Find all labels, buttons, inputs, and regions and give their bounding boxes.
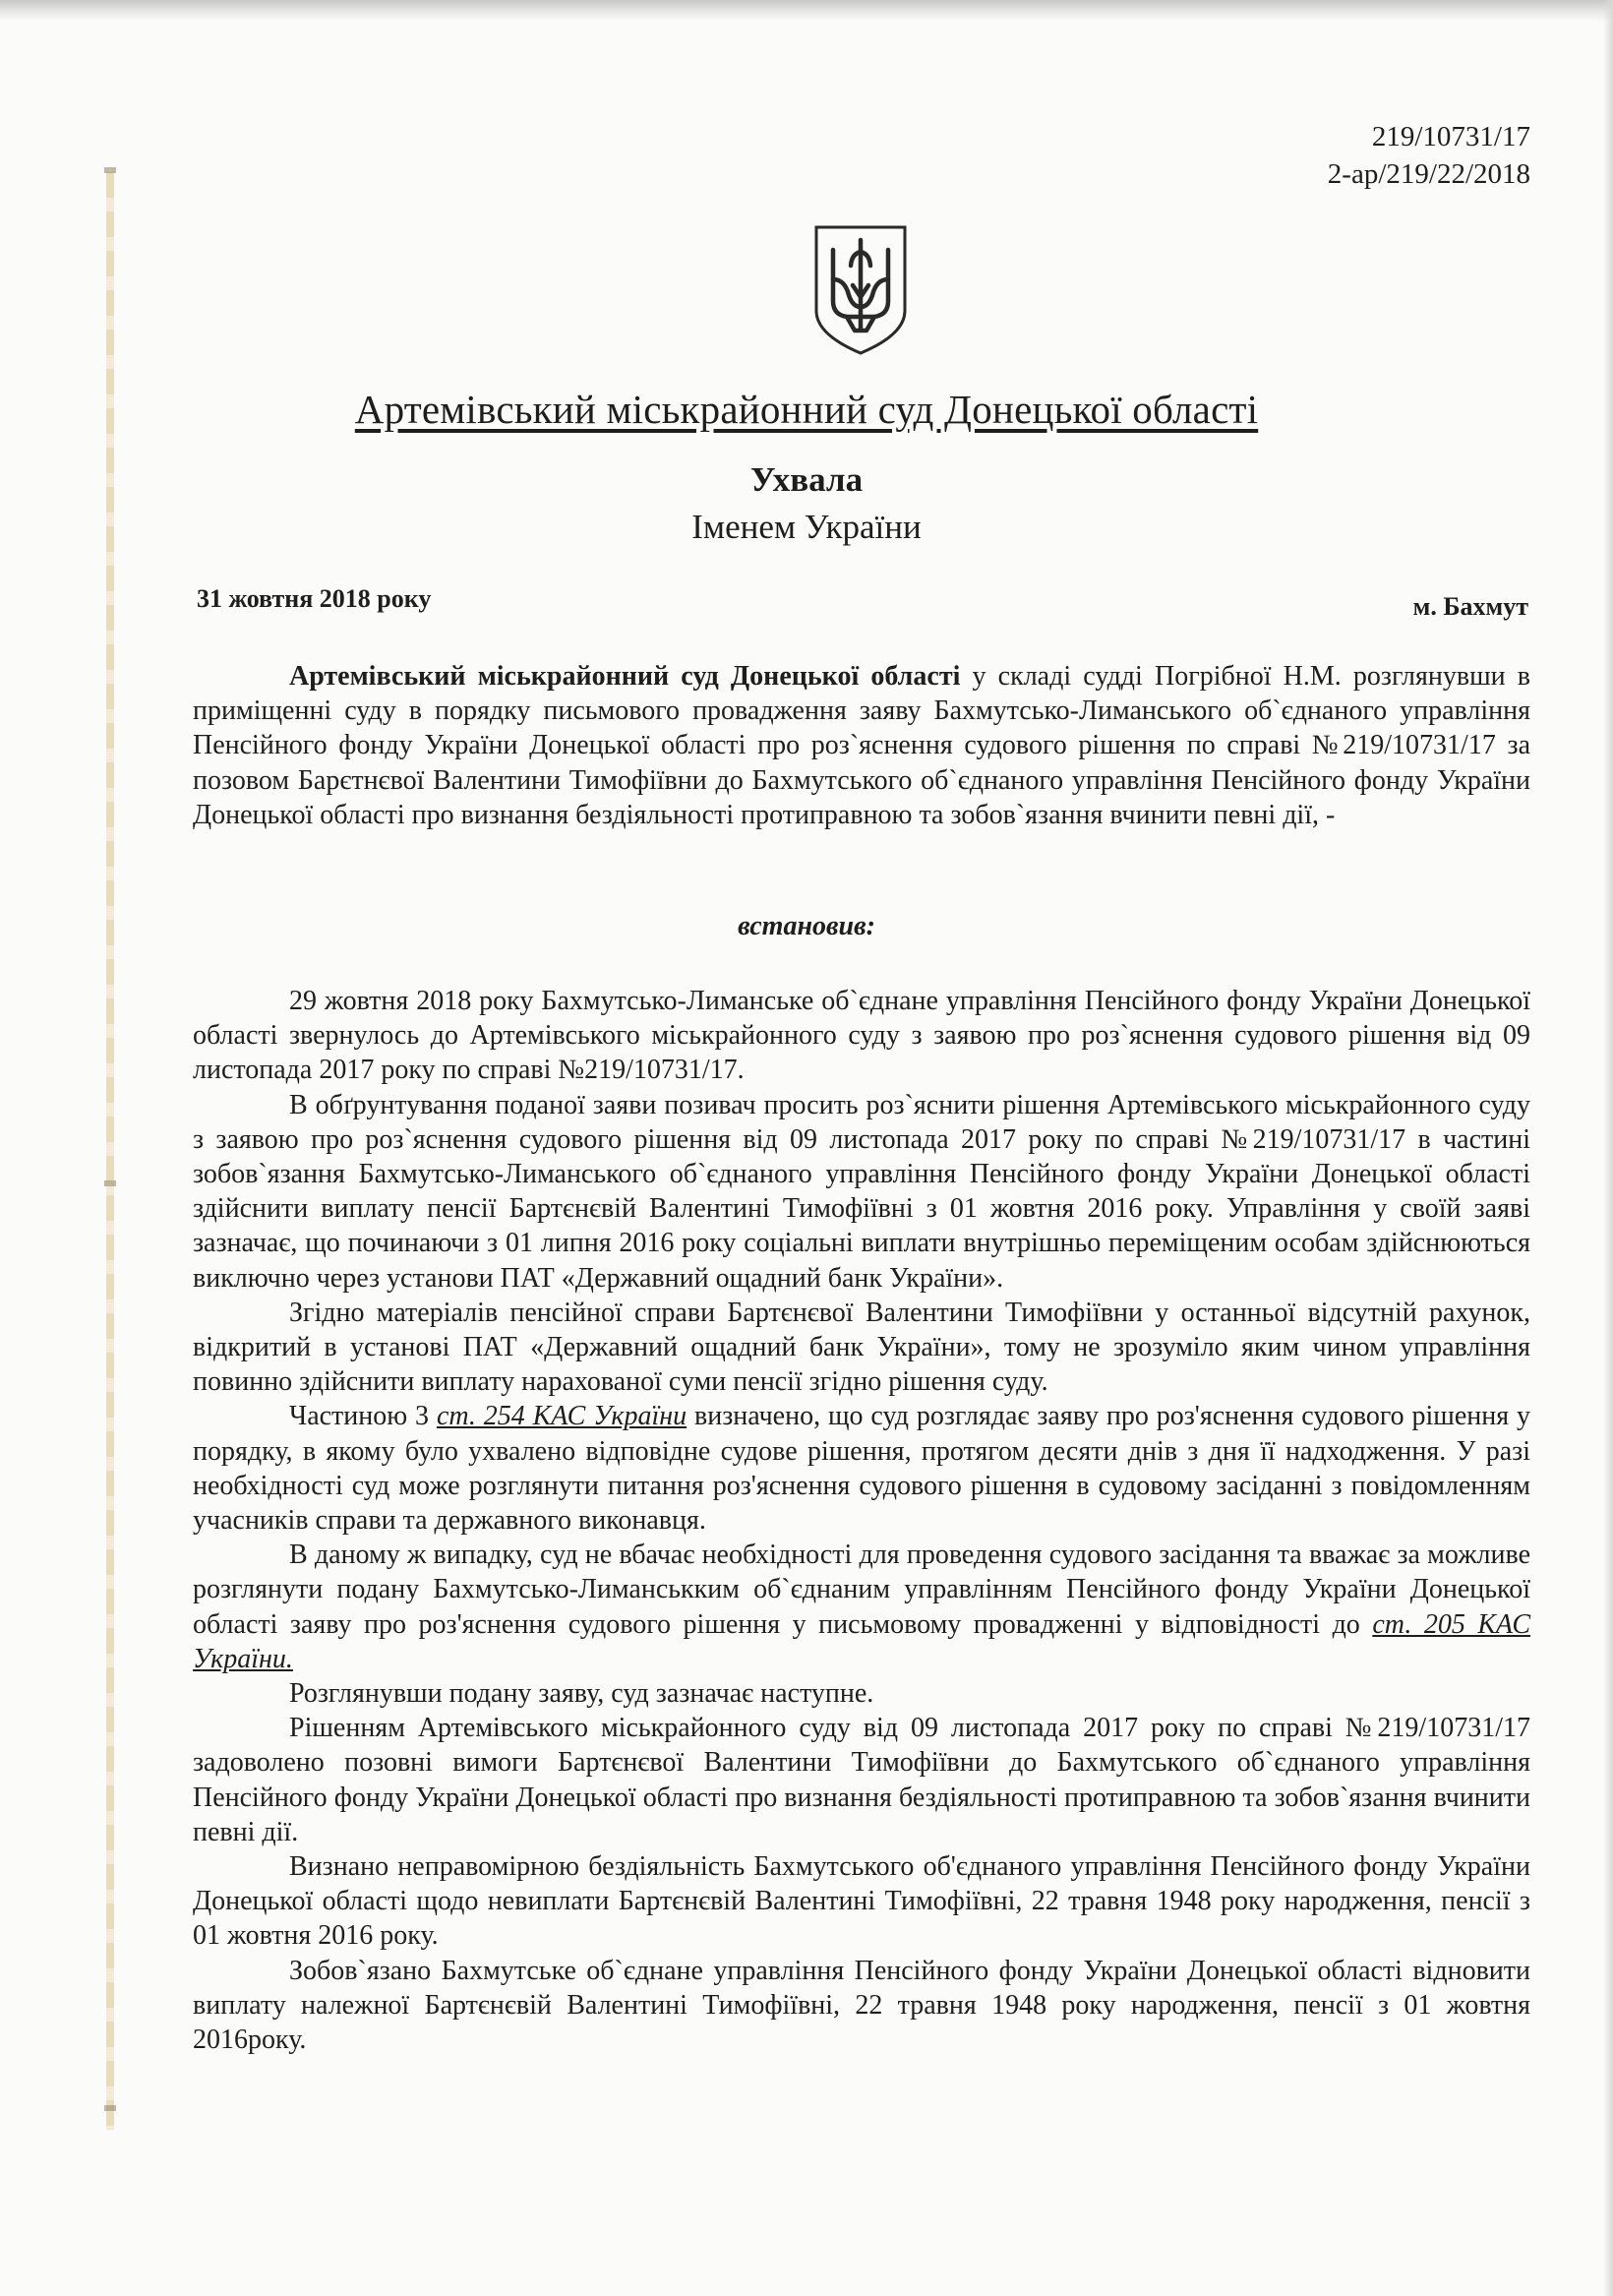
paragraph: Визнано неправомірною бездіяльність Бахмутського об'єднаного управління Пенсійного фонду України Донецької області щодо невиплати Бартєнєвій Валентині Тимофіївні, 22 травня 1948 року народження, пенсії з 01 жовтня 2016 року. bbox=[193, 1851, 1530, 1952]
ukraine-coat-of-arms-icon bbox=[813, 224, 908, 356]
case-numbers bbox=[1328, 118, 1530, 193]
document-type: Ухвала bbox=[749, 460, 864, 499]
paragraph: Рішенням Артемівського міськрайонного суду від 09 листопада 2017 року по справі №219/10731/17 задоволено позовні вимоги Бартєнєвої Валентини Тимофіївни до Бахмутського об`єднаного управління Пенсійного фонду України Донецької області про визнання бездіяльності протиправною та зобов`язання вчинити певні дії. bbox=[193, 1713, 1530, 1847]
scan-shadow-right bbox=[1603, 0, 1613, 2296]
scan-shadow-top bbox=[0, 0, 1613, 22]
paragraph: Зобов`язано Бахмутське об`єднане управління Пенсійного фонду України Донецької області відновити виплату належної Бартєнєвій Валентині Тимофіївні, 22 травня 1948 року народження, пенсії з 01 жовтня 2016року. bbox=[193, 1955, 1530, 2056]
main-body bbox=[193, 984, 1530, 2057]
case-number: 219/10731/17 bbox=[1371, 121, 1530, 152]
paragraph: 29 жовтня 2018 року Бахмутсько-Лиманське об`єднане управління Пенсійного фонду України Донецької області звернулось до Артемівського міськрайонного суду з заявою про роз`яснення судового рішення від 09 листопада 2017 року по справі №219/10731/17. bbox=[193, 986, 1530, 1086]
established-heading: встановив: bbox=[738, 911, 875, 941]
binding-mark bbox=[104, 2105, 116, 2111]
proceeding-number: 2-ар/219/22/2018 bbox=[1327, 158, 1530, 190]
law-link-art-254[interactable]: ст. 254 КАС України bbox=[436, 1401, 687, 1432]
intro-text: у складі судді Погрібної Н.М. розглянувши в приміщенні суду в порядку письмового провадження заяву Бахмутсько-Лиманського об`єднаного управління Пенсійного фонду України Донецької області про роз`яснення судового рішення по справі №219/10731/17 за позовом Барєтнєвої Валентини Тимофіївни до Бахмутського об`єднаного управління Пенсійного фонду України Донецької області про визнання бездіяльності протиправною та зобов`язання вчинити певні дії, - bbox=[193, 661, 1530, 830]
binding-mark bbox=[104, 1180, 116, 1186]
decision-date: 31 жовтня 2018 року bbox=[197, 584, 432, 613]
paragraph-text: В даному ж випадку, суд не вбачає необхідності для проведення судового засідання та вважає за можливе розглянути подану Бахмутсько-Лиманськким об`єднаним управлінням Пенсійного фонду України Донецької області заяву про роз'яснення судового рішення у письмовому провадженні у відповідності до bbox=[193, 1540, 1530, 1640]
document-subtitle: Іменем України bbox=[691, 508, 922, 546]
city: м. Бахмут bbox=[1412, 592, 1528, 621]
court-name-bold: Артемівський міськрайонний суд Донецької області bbox=[289, 661, 961, 692]
intro-paragraph bbox=[193, 659, 1530, 832]
paragraph: Згідно матеріалів пенсійної справи Бартєнєвої Валентини Тимофіївни у останньої відсутній рахунок, відкритий в установі ПАТ «Державний ощадний банк України», тому не зрозуміло яким чином управління повинно здійснити виплату нарахованої суми пенсії згідно рішення суду. bbox=[193, 1297, 1530, 1398]
paragraph bbox=[193, 1538, 1530, 1676]
law-link-art-205[interactable]: ст. 205 КАС України. bbox=[193, 1608, 1531, 1674]
paragraph-text: Частиною 3 bbox=[289, 1401, 437, 1432]
paragraph bbox=[193, 1399, 1530, 1538]
paragraph-text: визначено, що суд розглядає заяву про роз'яснення судового рішення у порядку, в якому було ухвалено відповідне судове рішення, протягом десяти днів з дня її надходження. У разі необхідності суд може розглянути питання роз'яснення судового рішення в судовому засіданні з повідомленням учасників справи та державного виконавця. bbox=[193, 1401, 1531, 1537]
paragraph: В обґрунтування поданої заяви позивач просить роз`яснити рішення Артемівського міськрайонного суду з заявою про роз`яснення судового рішення від 09 листопада 2017 року по справі №219/10731/17 в частині зобов`язання Бахмутсько-Лиманського об`єднаного управління Пенсійного фонду України Донецької області здійснити виплату пенсії Бартєнєвій Валентині Тимофіївні з 01 жовтня 2016 року. Управління у своїй заяві зазначає, що починаючи з 01 липня 2016 року соціальні виплати внутрішньо переміщеним особам здійснюються виключно через установи ПАТ «Державний ощадний банк України». bbox=[193, 1089, 1530, 1294]
binding-mark bbox=[104, 167, 116, 173]
paragraph: Розглянувши подану заяву, суд зазначає наступне. bbox=[289, 1678, 874, 1710]
court-name: Артемівський міськрайонний суд Донецької області bbox=[354, 387, 1259, 432]
